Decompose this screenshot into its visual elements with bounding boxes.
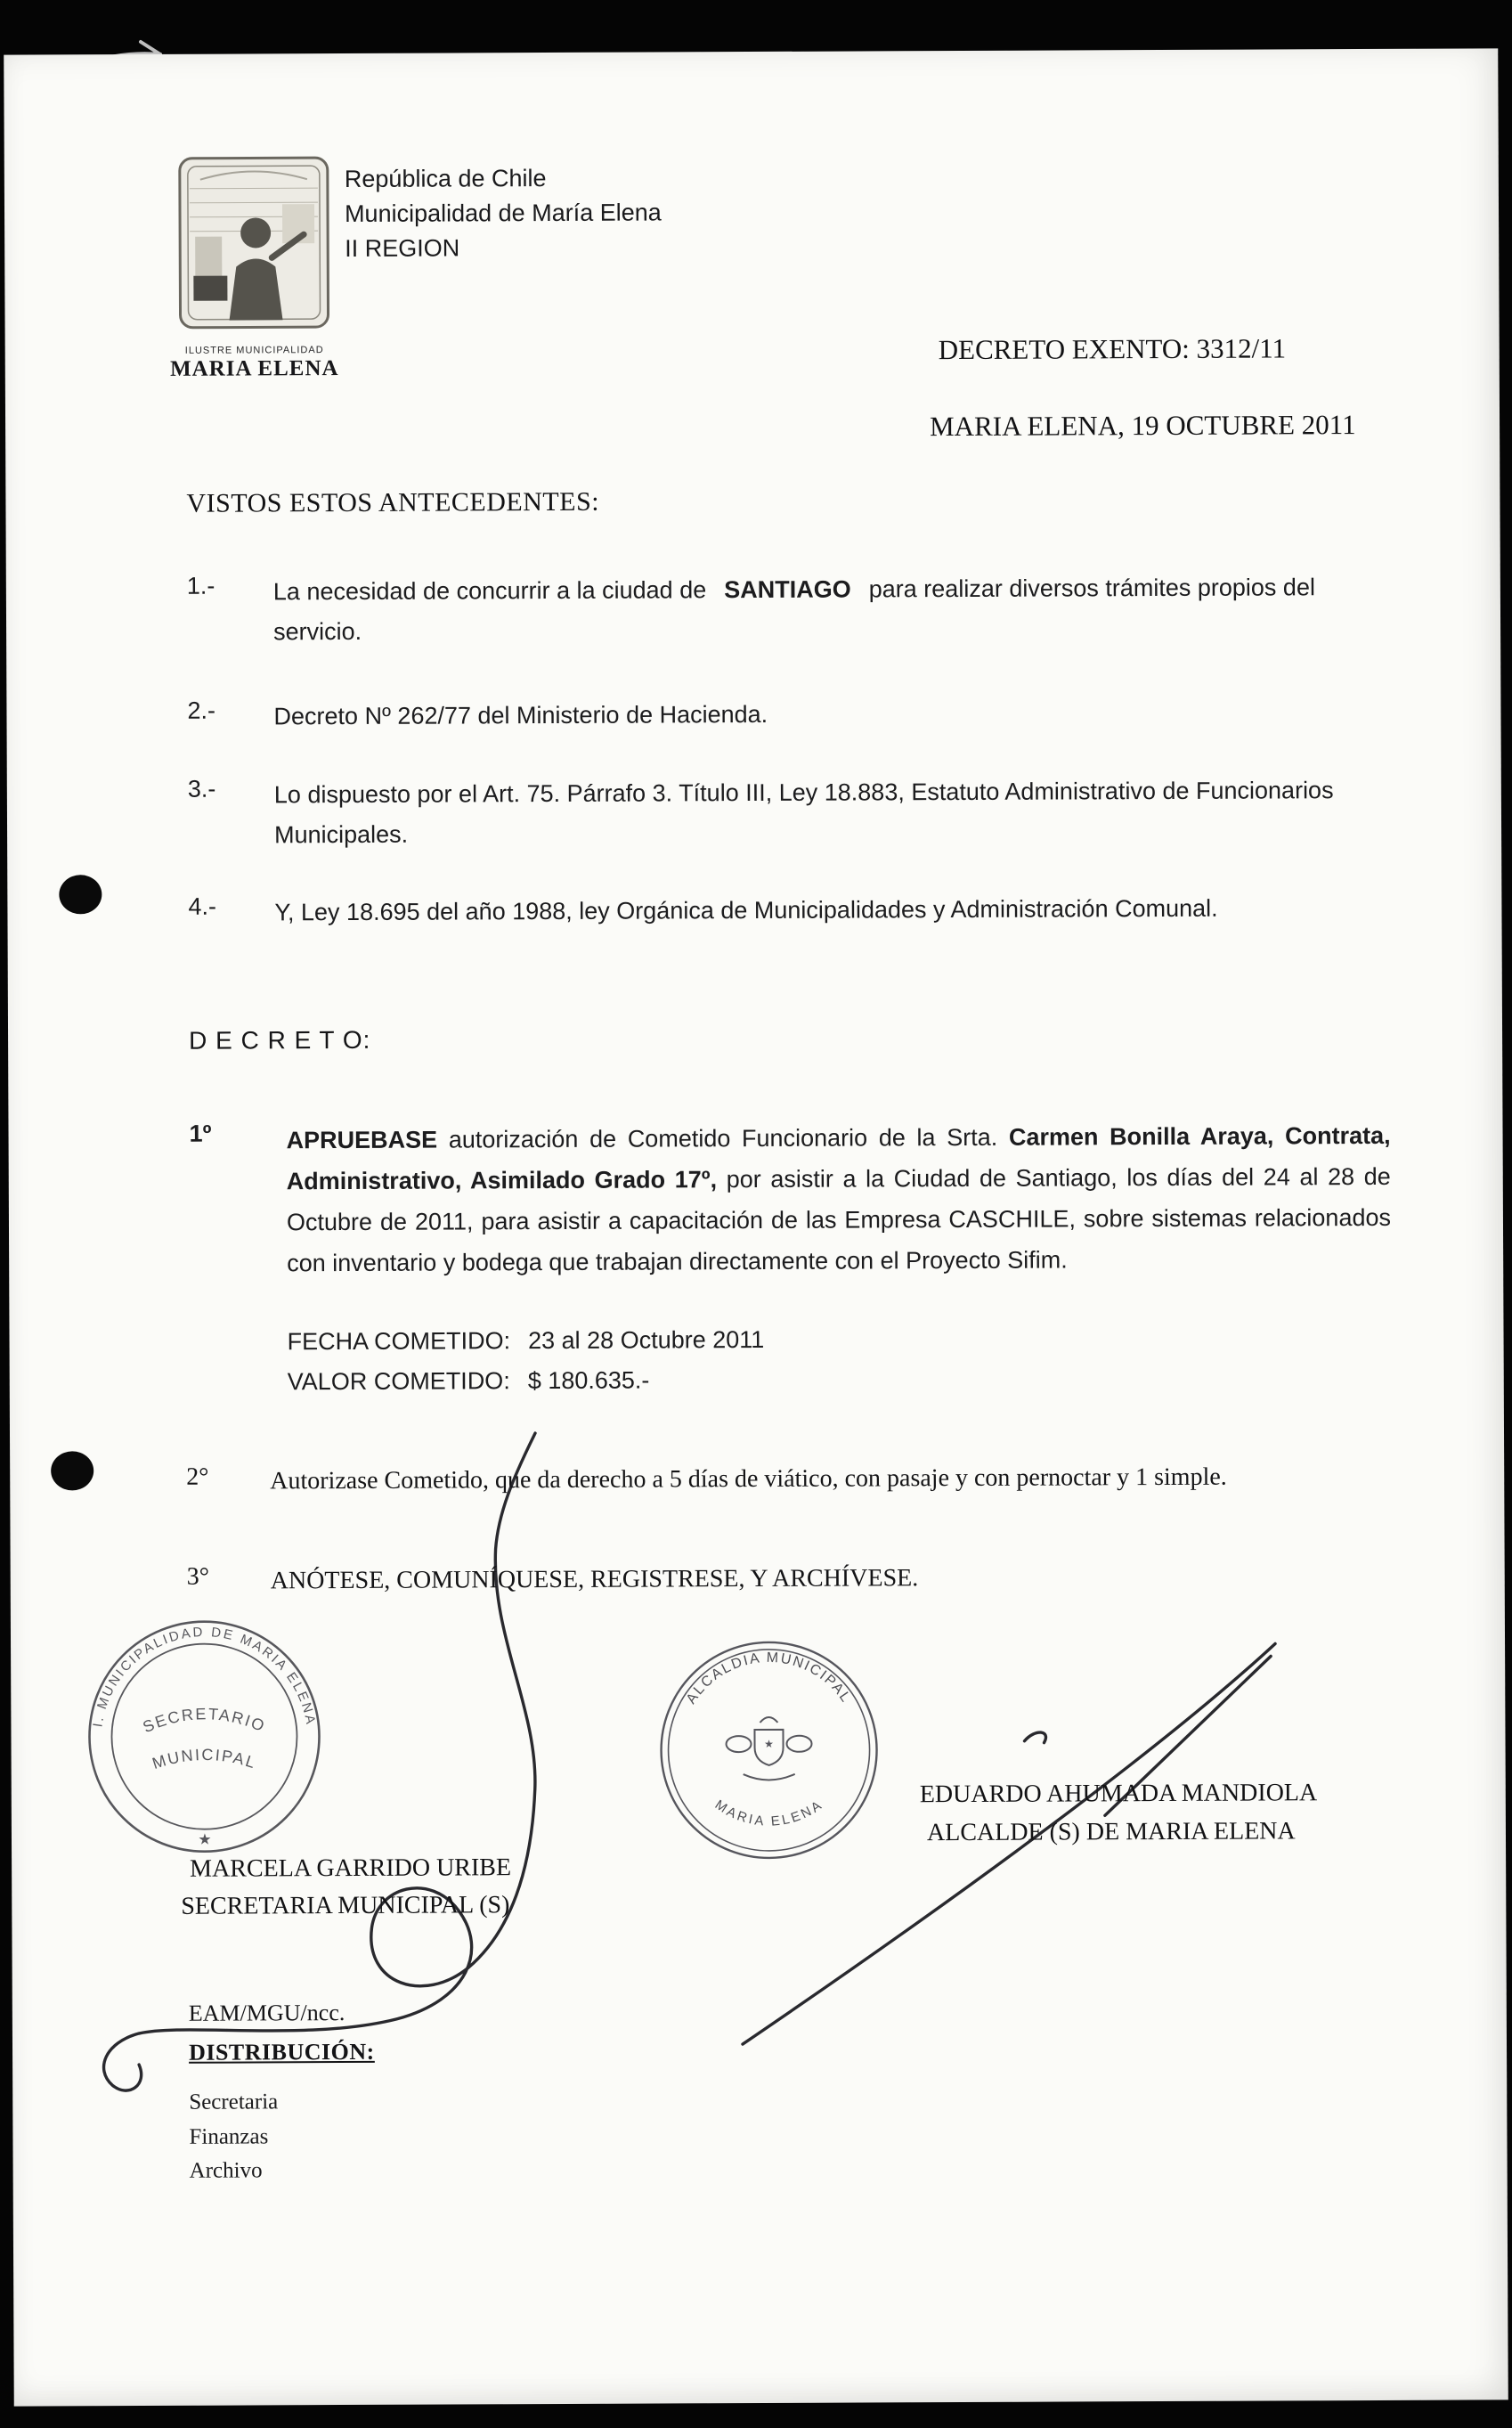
svg-text:MARIA ELENA [712,1797,826,1829]
org-line-municipality: Municipalidad de María Elena [344,199,662,228]
left-signer-title: SECRETARIA MUNICIPAL (S) [181,1891,510,1920]
decree-place-date: MARIA ELENA, 19 OCTUBRE 2011 [930,409,1356,443]
footer-initials: EAM/MGU/ncc. [188,2000,345,2026]
secretario-stamp-line1: SECRETARIO [140,1705,269,1737]
fecha-cometido-label: FECHA COMETIDO: [287,1327,511,1356]
decreto-item-2-text: Autorizase Cometido, que da derecho a 5 días de viático, con pasaje y con pernoctar y 1 simple. [270,1463,1227,1495]
signature-right-dash [1024,1732,1045,1743]
vistos-title: VISTOS ESTOS ANTECEDENTES: [186,486,600,518]
decreto-item-1-text [286,1115,1391,1283]
svg-text:SECRETARIO [140,1705,268,1736]
document-page [4,48,1508,2406]
alcaldia-stamp [654,1634,884,1865]
secretario-stamp-star-icon: ★ [198,1830,212,1848]
right-signer-name: EDUARDO AHUMADA MANDIOLA [919,1779,1318,1809]
valor-cometido-label: VALOR COMETIDO: [287,1367,510,1396]
svg-text:MUNICIPAL [150,1746,259,1773]
decreto-title: D E C R E T O: [189,1025,371,1055]
valor-cometido-line [288,1361,650,1403]
vistos-item-4-text: Y, Ley 18.695 del año 1988, ley Orgánica de Municipalidades y Administración Comunal. [274,894,1218,926]
left-signer-name: MARCELA GARRIDO URIBE [190,1854,512,1883]
vistos-item-1-bold: SANTIAGO [724,575,851,604]
secretario-stamp [82,1614,327,1859]
vistos-item-3-text: Lo dispuesto por el Art. 75. Párrafo 3. Título III, Ley 18.883, Estatuto Administrativo de Funcionarios Municipales. [273,777,1334,849]
vistos-item-2-text: Decreto Nº 262/77 del Ministerio de Hacienda. [273,700,768,730]
punch-hole-bottom [51,1451,93,1490]
vistos-item-3-num: 3.- [187,775,216,803]
coat-of-arms-star-icon: ★ [764,1737,774,1750]
vistos-item-1-text [273,567,1391,652]
vistos-item-4-num: 4.- [188,892,217,920]
svg-text:ALCALDIA MUNICIPAL [684,1650,854,1707]
org-line-region: II REGION [345,234,460,263]
decreto-item-1-bold1: APRUEBASE [286,1126,438,1154]
emblem-caption-small: ILUSTRE MUNICIPALIDAD [184,345,324,356]
decreto-item-1-text2: por asistir a la Ciudad de Santiago, los días del 24 al 28 de Octubre de 2011, para asistir a capacitación de las Empresa CASCHILE, sobre sistemas relacionados con inventario y bodega que trabajan directamente con el Proyecto Sifim. [286,1162,1392,1277]
decreto-item-1-bold2: Carmen Bonilla Araya, Contrata, Administrativo, Asimilado Grado 17º, [286,1121,1391,1195]
footer-distribution-item-1: Secretaria [189,2090,279,2114]
decree-number: DECRETO EXENTO: 3312/11 [938,332,1287,366]
right-signer-title: ALCALDE (S) DE MARIA ELENA [926,1817,1296,1847]
secretario-stamp-ring-text: I. MUNICIPALIDAD DE MARIA ELENA [90,1624,319,1729]
decreto-item-3-num: 3° [186,1562,209,1591]
vistos-item-1-pre: La necesidad de concurrir a la ciudad de [272,576,707,606]
header-org-block [345,160,662,266]
secretario-stamp-line2: MUNICIPAL [150,1745,259,1773]
municipal-emblem [174,149,335,337]
footer-distribution-item-2: Finanzas [189,2124,269,2149]
footer-distribution-item-3: Archivo [189,2158,263,2183]
vistos-item-1-post: para realizar diversos trámites propios del servicio. [273,574,1315,646]
alcaldia-stamp-bottom-text: MARIA ELENA [711,1797,826,1829]
decreto-item-1-text1: autorización de Cometido Funcionario de la Srta. [437,1123,1009,1153]
vistos-item-2-num: 2.- [187,697,216,724]
org-line-country: República de Chile [344,165,547,193]
decreto-item-2-num: 2° [186,1463,209,1491]
footer-distribution-label: DISTRIBUCIÓN: [188,2038,375,2065]
vistos-item-1-num: 1.- [186,572,215,599]
alcaldia-stamp-top-text: ALCALDIA MUNICIPAL [683,1650,854,1707]
valor-cometido-value: $ 180.635.- [527,1366,650,1395]
fecha-cometido-line [287,1320,764,1362]
emblem-caption: MARIA ELENA [169,356,339,381]
decreto-item-1-num: 1º [189,1120,212,1147]
fecha-cometido-value: 23 al 28 Octubre 2011 [528,1325,765,1355]
punch-hole-top [59,875,102,914]
decreto-item-3-text: ANÓTESE, COMUNÍQUESE, REGISTRESE, Y ARCHÍVESE. [270,1564,919,1595]
